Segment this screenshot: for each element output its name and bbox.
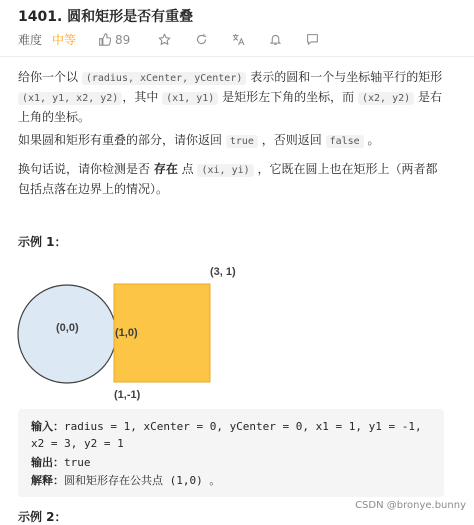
text: 换句话说，请你检测是否 [18,162,154,176]
input-label: 输入： [31,420,64,433]
difficulty-badge: 中等 [52,33,77,47]
inline-code: true [226,135,258,148]
rect-bottom-label: (1,-1) [114,389,141,401]
header-divider [0,56,474,57]
output-label: 输出： [31,456,64,469]
text: 表示的圆和一个与坐标轴平行的矩形 [246,70,443,84]
example-2-title: 示例 2： [18,510,67,524]
notify-button[interactable] [269,33,282,46]
inline-code: (xi, yi) [197,164,253,177]
inline-code: false [326,135,364,148]
description-paragraph-3 [18,160,448,199]
text: 。 [363,133,380,147]
favorite-button[interactable] [158,33,171,46]
text: 是右上角的坐标。 [18,90,442,124]
inline-code: (x1, y1, x2, y2) [18,92,122,105]
example-1-title: 示例 1： [18,235,67,249]
explanation-value: 圆和矩形存在公共点 (1,0) 。 [64,474,221,487]
circle-shape [18,285,116,383]
problem-meta-bar [18,31,319,48]
thumbs-up-icon [98,33,111,46]
text: 给你一个以 [18,70,82,84]
explanation-line [31,472,435,489]
star-icon [158,33,171,46]
share-icon [195,33,208,46]
text: ，它既在圆上也在矩形上（两者都包括点落在边界上的情况）。 [18,162,438,196]
text: ，否则返回 [257,133,326,147]
output-line [31,454,435,471]
text: 如果圆和矩形有重叠的部分，请你返回 [18,133,226,147]
circle-center-label: (0,0) [56,322,79,334]
example-io-block [18,409,444,497]
share-button[interactable] [195,33,208,46]
input-line [31,418,435,452]
translate-button[interactable] [232,33,245,46]
inline-code: (radius, xCenter, yCenter) [82,72,247,85]
output-value: true [64,456,91,469]
inline-code: (x2, y2) [358,92,414,105]
translate-icon [232,33,245,46]
example-diagram [0,258,474,403]
text: 点 [177,162,198,176]
rect-top-right-label: (3, 1) [210,266,236,278]
description-paragraph-1 [18,68,448,127]
explanation-label: 解释： [31,474,64,487]
description-paragraph-2 [18,131,448,151]
rect-left-label: (1,0) [115,327,138,339]
inline-code: (x1, y1) [162,92,218,105]
feedback-button[interactable] [306,33,319,46]
emphasis: 存在 [153,162,178,176]
note-icon [306,33,319,46]
watermark: CSDN @bronye.bunny [355,500,466,511]
text: ，其中 [122,90,163,104]
like-button[interactable] [98,33,111,46]
input-value: radius = 1, xCenter = 0, yCenter = 0, x1 = 1, y1 = -1, x2 = 3, y2 = 1 [31,420,422,450]
problem-title: 1401. 圆和矩形是否有重叠 [18,9,194,25]
difficulty-label: 难度 [18,33,43,47]
text: 是矩形左下角的坐标，而 [218,90,358,104]
bell-icon [269,33,282,46]
like-count: 89 [115,32,131,47]
